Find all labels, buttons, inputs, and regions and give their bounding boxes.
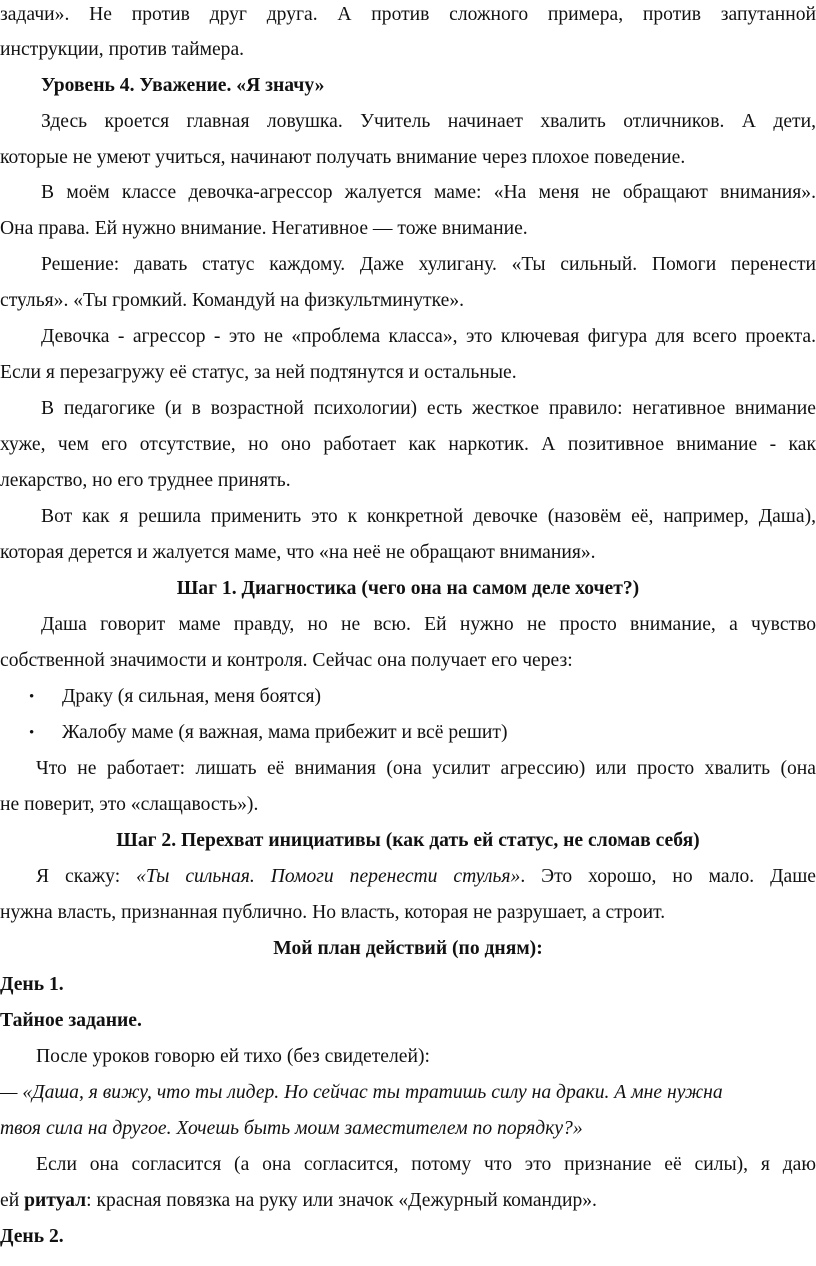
paragraph-after-lessons: После уроков говорю ей тихо (без свидетелей):	[36, 1046, 430, 1067]
list-item-text: Драку (я сильная, меня боятся)	[62, 686, 322, 707]
heading-step-1: Шаг 1. Диагностика (чего она на самом деле хочет?)	[176, 578, 640, 599]
paragraph-rule-line-2: хуже, чем его отсутствие, но оно работает как наркотик. А позитивное внимание - как	[0, 434, 816, 455]
ritual-lead: ей	[0, 1190, 25, 1211]
quote-line-1: — «Даша, я вижу, что ты лидер. Но сейчас ты тратишь силу на драки. А мне нужна	[0, 1082, 723, 1103]
ritual-word: ритуал	[24, 1190, 87, 1211]
heading-day-1: День 1.	[0, 974, 64, 995]
paragraph-dasha-line-1: Даша говорит маме правду, но не всю. Ей нужно не просто внимание, а чувство	[41, 614, 816, 635]
paragraph-girl-line-1: В моём классе девочка-агрессор жалуется маме: «На меня не обращают внимания».	[41, 182, 816, 203]
heading-step-2: Шаг 2. Перехват инициативы (как дать ей статус, не сломав себя)	[116, 830, 700, 851]
heading-plan: Мой план действий (по дням):	[273, 938, 543, 959]
paragraph-rule-line-3: лекарство, но его труднее принять.	[0, 470, 291, 491]
paragraph-apply-line-1: Вот как я решила применить это к конкретной девочке (назовём её, например, Даша),	[41, 506, 816, 527]
paragraph-ritual-line-2	[0, 1186, 816, 1216]
say-quote: «Ты сильная. Помоги перенести стулья»	[136, 866, 521, 887]
heading-secret-task: Тайное задание.	[0, 1010, 142, 1031]
paragraph-rule-line-1: В педагогике (и в возрастной психологии) есть жесткое правило: негативное внимание	[41, 398, 816, 419]
paragraph-key-line-2: Если я перезагружу её статус, за ней подтянутся и остальные.	[0, 362, 517, 383]
paragraph-intro-line-1: задачи». Не против друг друга. А против сложного примера, против запутанной	[0, 4, 816, 25]
paragraph-key-line-1: Девочка - агрессор - это не «проблема класса», это ключевая фигура для всего проекта.	[41, 326, 816, 347]
bullet-dot-icon: •	[29, 689, 35, 705]
paragraph-ritual-line-1: Если она согласится (а она согласится, потому что это признание её силы), я даю	[36, 1154, 816, 1175]
bullet-dot-icon: •	[29, 725, 35, 741]
paragraph-solution-line-1: Решение: давать статус каждому. Даже хулигану. «Ты сильный. Помоги перенести	[41, 254, 816, 275]
paragraph-solution-line-2: стулья». «Ты громкий. Командуй на физкультминутке».	[0, 290, 465, 311]
say-lead: Я скажу:	[36, 866, 137, 887]
paragraph-girl-line-2: Она права. Ей нужно внимание. Негативное — тоже внимание.	[0, 218, 528, 239]
list-item-text: Жалобу маме (я важная, мама прибежит и всё решит)	[62, 722, 508, 743]
paragraph-say-line-2: нужна власть, признанная публично. Но власть, которая не разрушает, а строит.	[0, 902, 666, 923]
ritual-tail: : красная повязка на руку или значок «Дежурный командир».	[86, 1190, 597, 1211]
paragraph-intro-line-2: инструкции, против таймера.	[0, 39, 245, 60]
quote-line-2: твоя сила на другое. Хочешь быть моим заместителем по порядку?»	[0, 1118, 583, 1139]
paragraph-dasha-line-2: собственной значимости и контроля. Сейчас она получает его через:	[0, 650, 573, 671]
paragraph-trap-line-2: которые не умеют учиться, начинают получать внимание через плохое поведение.	[0, 147, 686, 168]
paragraph-notwork-line-2: не поверит, это «слащавость»).	[0, 794, 259, 815]
heading-level-4: Уровень 4. Уважение. «Я значу»	[41, 75, 325, 96]
say-tail: . Это хорошо, но мало. Даше	[520, 866, 816, 887]
paragraph-say-line-1	[36, 862, 816, 892]
paragraph-apply-line-2: которая дерется и жалуется маме, что «на неё не обращают внимания».	[0, 542, 596, 563]
paragraph-trap-line-1: Здесь кроется главная ловушка. Учитель начинает хвалить отличников. А дети,	[41, 111, 816, 132]
paragraph-notwork-line-1: Что не работает: лишать её внимания (она усилит агрессию) или просто хвалить (она	[36, 758, 816, 779]
heading-day-2: День 2.	[0, 1226, 64, 1247]
